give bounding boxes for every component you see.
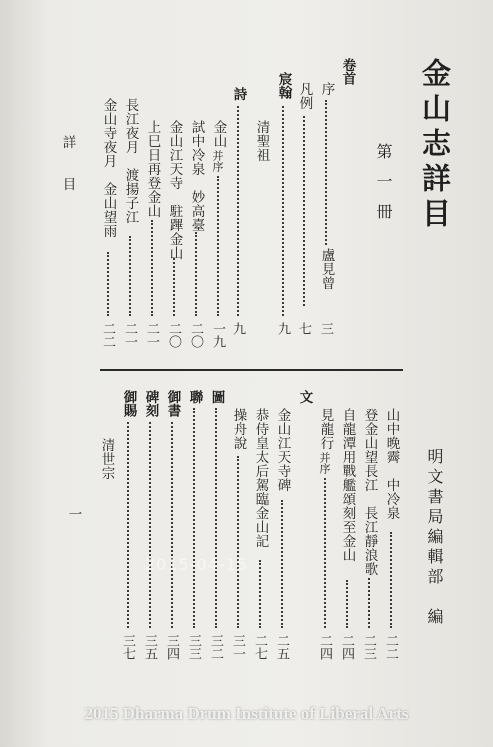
leader-dots xyxy=(149,422,151,628)
toc-page-number: 三四 xyxy=(164,634,179,660)
toc-page-number: 九 xyxy=(230,322,245,335)
toc-page-number: 三一 xyxy=(230,634,245,660)
toc-page-number: 一九 xyxy=(210,322,225,348)
page-marker: 一 xyxy=(65,507,82,521)
leader-dots xyxy=(129,236,131,316)
toc-entry: 試中冷泉 妙高臺 xyxy=(188,120,205,232)
leader-dots xyxy=(259,560,261,628)
toc-entry: 恭侍皇太后駕臨金山記 xyxy=(252,408,269,548)
leader-dots xyxy=(193,408,195,628)
toc-heading-juanshou: 卷首 xyxy=(339,58,356,85)
toc-entry: 見龍行 xyxy=(317,408,334,450)
toc-heading-couplets: 聯 xyxy=(186,390,203,404)
toc-entry-author: 清聖祖 xyxy=(253,120,270,162)
toc-entry-note: 并序 xyxy=(318,452,331,474)
leader-dots xyxy=(346,580,348,628)
section-divider xyxy=(100,369,403,371)
leader-dots xyxy=(390,532,392,628)
toc-page-number: 三五 xyxy=(142,634,157,660)
toc-heading-illustrations: 圖 xyxy=(208,390,225,404)
toc-entry: 金山寺夜月 金山望雨 xyxy=(100,98,117,238)
leader-dots xyxy=(195,232,197,316)
toc-page-number: 二二 xyxy=(383,634,398,660)
leader-dots xyxy=(368,578,370,628)
bleed-through xyxy=(180,95,380,345)
toc-heading-imperial-calligraphy: 御書 xyxy=(164,390,181,417)
leader-dots xyxy=(171,422,173,628)
leader-dots xyxy=(107,252,109,316)
side-label: 詳 目 xyxy=(59,135,76,191)
toc-page-number: 二〇 xyxy=(166,322,181,348)
leader-dots xyxy=(151,220,153,316)
toc-page-number: 三 xyxy=(318,322,333,335)
date-watermark: 2015-04-15 xyxy=(145,555,248,574)
leader-dots xyxy=(215,408,217,628)
toc-page-number: 二一 xyxy=(122,322,137,348)
page-title: 金山志詳目 xyxy=(418,58,452,233)
leader-dots xyxy=(325,100,327,245)
toc-heading-chenhan: 宸翰 xyxy=(275,72,292,99)
leader-dots xyxy=(217,176,219,316)
toc-page-number: 二一 xyxy=(144,322,159,348)
publisher-credit: 明文書局編輯部 編 xyxy=(425,448,444,628)
toc-entry: 山中晚霽 中冷泉 xyxy=(383,408,400,520)
toc-entry: 登金山望長江 長江靜浪歌 xyxy=(361,408,378,576)
toc-entry: 金山江天寺碑 xyxy=(274,408,291,492)
toc-page-number: 三三 xyxy=(186,634,201,660)
toc-heading-stele-inscriptions: 碑刻 xyxy=(142,390,159,417)
toc-entry: 金山江天寺 駐蹕金山 xyxy=(166,120,183,260)
toc-page-number: 三二 xyxy=(208,634,223,660)
institution-watermark: 2015 Dharma Drum Institute of Liberal Arts xyxy=(84,704,409,723)
toc-heading-poems: 詩 xyxy=(230,87,247,101)
toc-page-number: 九 xyxy=(275,322,290,335)
toc-heading-imperial-gifts: 御賜 xyxy=(120,390,137,417)
leader-dots xyxy=(237,456,239,628)
toc-entry: 上巳日再登金山 xyxy=(144,120,161,218)
toc-entry: 長江夜月 渡揚子江 xyxy=(122,98,139,224)
toc-page-number: 二〇 xyxy=(188,322,203,348)
toc-page-number: 二四 xyxy=(339,634,354,660)
toc-entry-author: 盧見曾 xyxy=(318,248,335,290)
volume-label: 第一冊 xyxy=(374,143,393,233)
toc-page-number: 二三 xyxy=(361,634,376,660)
leader-dots xyxy=(303,116,305,306)
leader-dots xyxy=(324,478,326,628)
leader-dots xyxy=(282,106,284,316)
toc-page-number: 二五 xyxy=(274,634,289,660)
toc-page-number: 二七 xyxy=(252,634,267,660)
toc-page-number: 二二 xyxy=(100,322,115,348)
toc-entry-fanli: 凡例 xyxy=(296,82,313,110)
leader-dots xyxy=(237,106,239,316)
leader-dots xyxy=(127,422,129,628)
leader-dots xyxy=(173,258,175,316)
toc-entry-note: 并序 xyxy=(211,150,224,172)
toc-entry-author: 清世宗 xyxy=(98,438,115,480)
toc-entry: 金山 xyxy=(210,120,227,148)
leader-dots xyxy=(281,500,283,628)
toc-entry: 操舟說 xyxy=(230,408,247,450)
toc-page-number: 七 xyxy=(296,322,311,335)
toc-entry-preface: 序 xyxy=(318,82,335,96)
toc-page-number: 三七 xyxy=(120,634,135,660)
toc-entry: 自龍潭用戰艦頌刻至金山 xyxy=(339,408,356,562)
toc-page-number: 二四 xyxy=(317,634,332,660)
toc-heading-prose: 文 xyxy=(296,390,313,404)
